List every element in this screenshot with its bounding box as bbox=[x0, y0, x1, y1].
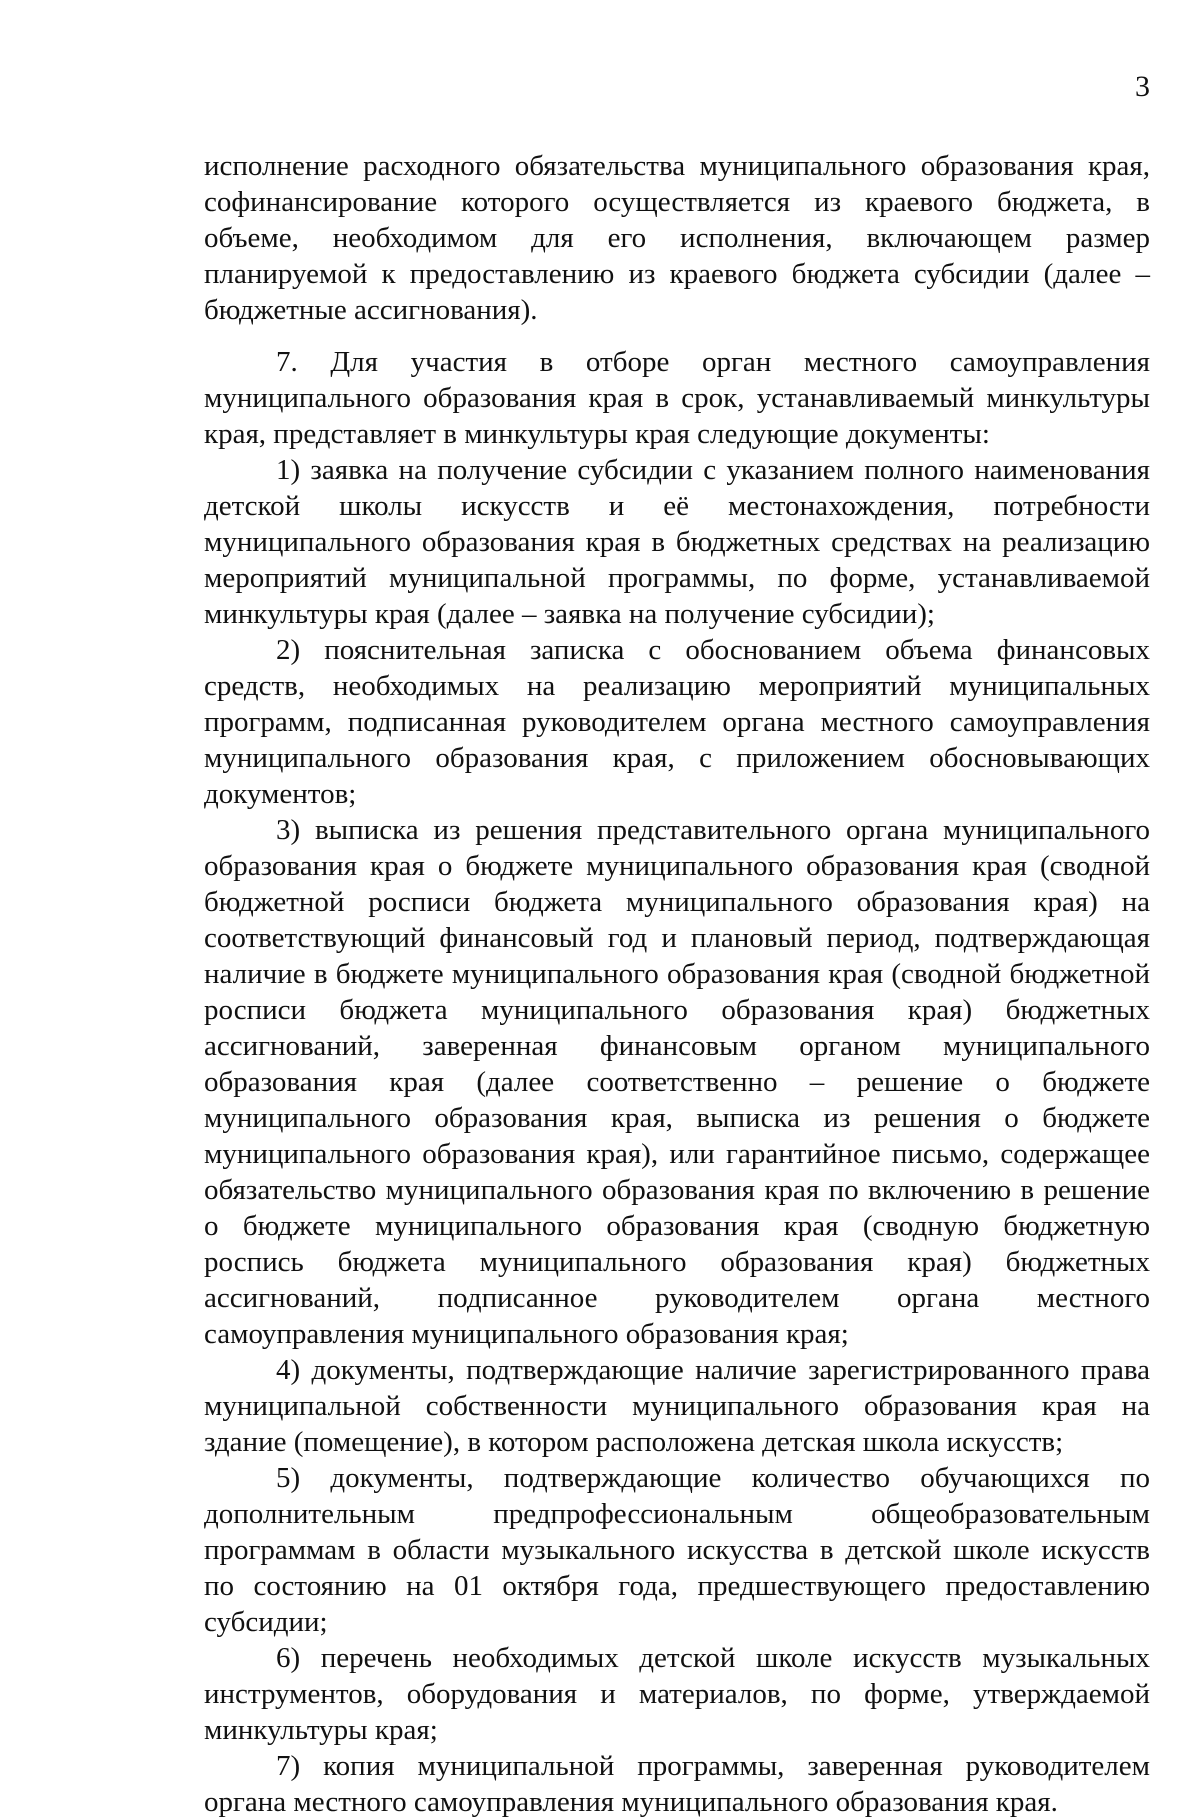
document-item-7: 7) копия муниципальной программы, заверенная руководителем органа местного самоуправления муниципального образования края. bbox=[204, 1750, 1150, 1818]
document-item-3: 3) выписка из решения представительного органа муниципального образования края о бюджете муниципального образования края (сводной бюджетной росписи бюджета муниципального образования края) на соответствующий финансовый год и плановый период, подтверждающая наличие в бюджете муниципального образования края (сводной бюджетной росписи бюджета муниципального образования края) бюджетных ассигнований, заверенная финансовым органом муниципального образования края (далее соответственно – решение о бюджете муниципального образования края, выписка из решения о бюджете муниципального образования края), или гарантийное письмо, содержащее обязательство муниципального образования края по включению в решение о бюджете муниципального образования края (сводную бюджетную роспись бюджета муниципального образования края) бюджетных ассигнований, подписанное руководителем органа местного самоуправления муниципального образования края; bbox=[204, 814, 1150, 1350]
document-item-6: 6) перечень необходимых детской школе искусств музыкальных инструментов, оборудования и материалов, по форме, утверждаемой минкультуры края; bbox=[204, 1642, 1150, 1746]
section-7 bbox=[204, 344, 1150, 1820]
intro-paragraph: исполнение расходного обязательства муниципального образования края, софинансирование которого осуществляется из краевого бюджета, в объеме, необходимом для его исполнения, включающем размер планируемой к предоставлению из краевого бюджета субсидии (далее – бюджетные ассигнования). bbox=[204, 150, 1150, 326]
document-item-5: 5) документы, подтверждающие количество обучающихся по дополнительным предпрофессиональным общеобразовательным программам в области музыкального искусства в детской школе искусств по состоянию на 01 октября года, предшествующего предоставлению субсидии; bbox=[204, 1462, 1150, 1638]
document-item-4: 4) документы, подтверждающие наличие зарегистрированного права муниципальной собственности муниципального образования края на здание (помещение), в котором расположена детская школа искусств; bbox=[204, 1354, 1150, 1458]
page-number: 3 bbox=[1135, 70, 1150, 103]
document-item-2: 2) пояснительная записка с обоснованием объема финансовых средств, необходимых на реализацию мероприятий муниципальных программ, подписанная руководителем органа местного самоуправления муниципального образования края, с приложением обосновывающих документов; bbox=[204, 634, 1150, 810]
section-7-lead: 7. Для участия в отборе орган местного самоуправления муниципального образования края в срок, устанавливаемый минкультуры края, представляет в минкультуры края следующие документы: bbox=[204, 346, 1150, 450]
document-item-1: 1) заявка на получение субсидии с указанием полного наименования детской школы искусств и её местонахождения, потребности муниципального образования края в бюджетных средствах на реализацию мероприятий муниципальной программы, по форме, устанавливаемой минкультуры края (далее – заявка на получение субсидии); bbox=[204, 454, 1150, 630]
intro-block bbox=[204, 148, 1150, 328]
